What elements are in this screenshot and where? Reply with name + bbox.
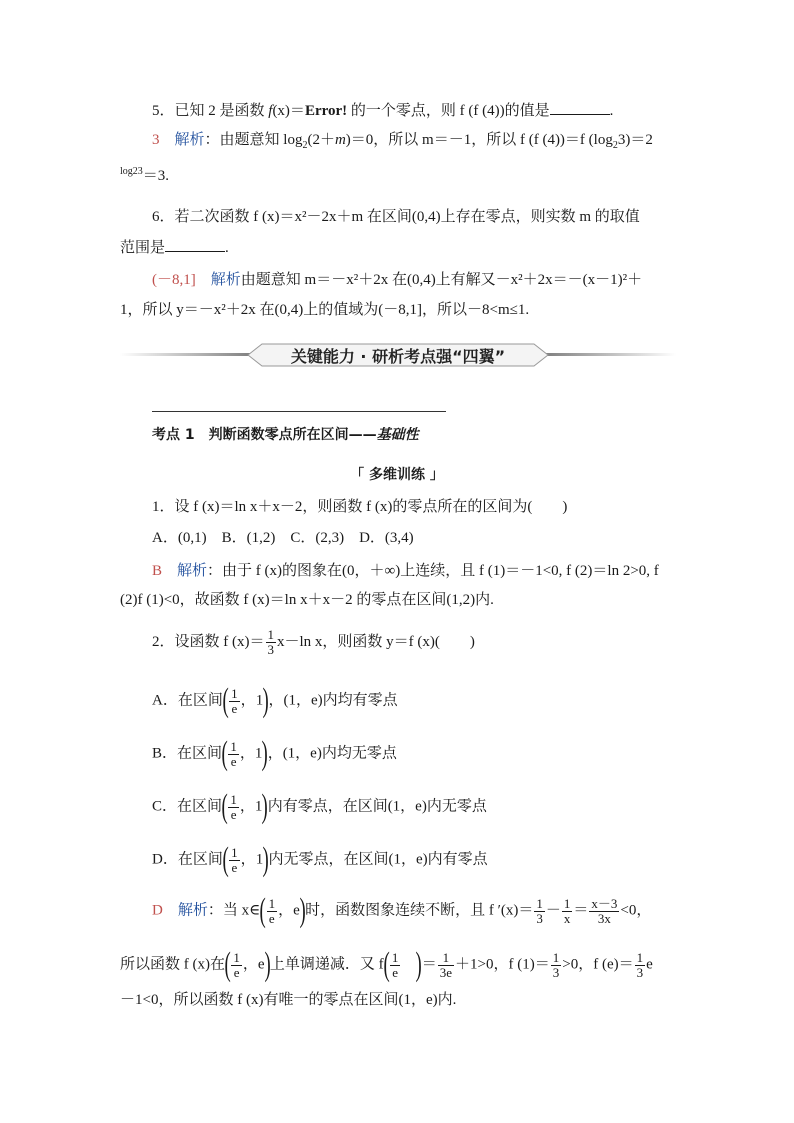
p2-analysis-line2: 所以函数 f (x)在( $\frac{1}{e}$ ，e)上单调递减．又 f( $\frac{1}{e}$ )＝ $\frac{1}{3e}$ ＋1>0，f (1)＝ $\frac{1}{3}$ >0，f (e)＝ $\frac{1}{3}$ e: [120, 946, 653, 983]
p2-option-b: B．在区间( $\frac{1}{e}$ ，1)，(1，e)内均无零点: [152, 735, 397, 772]
q5-analysis: 3 解析：由题意知 $\log_2(2+m)=0$，所以 m＝－1，所以 f (f (4))＝f $(\log_23)=2$: [152, 132, 653, 151]
p1-analysis: B 解析：由于 f (x)的图象在(0，＋∞)上连续，且 f (1)＝－1<0, f (2)＝ln 2>0, f: [152, 563, 659, 579]
analysis-label: 解析: [177, 902, 208, 919]
fraction: $\frac{1}{3}$: [267, 627, 274, 657]
p2-stem: 2．设函数 f (x)＝ $\frac{1}{3}$ x－ln x，则函数 y＝f (x)( ): [152, 627, 475, 657]
section-heading: 考点 1 判断函数零点所在区间——基础性: [152, 427, 419, 443]
q6-stem-cont: 范围是 .: [120, 237, 229, 258]
p1-options: A．(0,1) B．(1,2) C．(2,3) D．(3,4): [152, 530, 414, 546]
q5-stem: 5．已知 2 是函数 f(x)＝Error! 的一个零点，则 f (f (4))的值是 .: [152, 100, 613, 121]
analysis-label: 解析: [210, 272, 241, 288]
answer-value: 3: [152, 132, 160, 148]
answer-blank: [550, 100, 610, 115]
training-label: 「 多维训练 」: [350, 467, 444, 483]
section-rule: [152, 411, 446, 412]
analysis-label: 解析: [177, 563, 208, 579]
p2-analysis: D 解析：当 x∈( $\frac{1}{e}$ ，e)时，函数图象连续不断，且 f ′(x)＝ $\frac{1}{3}$ － $\frac{1}{x}$ ＝ $\frac{x-3}{3x}$ <0，: [152, 892, 652, 929]
p2-option-d: D．在区间( $\frac{1}{e}$ ，1)内无零点，在区间(1，e)内有零点: [152, 841, 488, 878]
p2-option-c: C．在区间( $\frac{1}{e}$ ，1)内有零点，在区间(1，e)内无零点: [152, 788, 487, 825]
answer-value: (－8,1]: [152, 272, 196, 288]
q6-analysis: (－8,1] 解析由题意知 m＝－x²＋2x 在(0,4)上有解又－x²＋2x＝－(x－1)²＋: [152, 272, 643, 288]
q5-analysis-cont: $^{log23}$＝3.: [120, 166, 170, 184]
p1-stem: 1．设 f (x)＝ln x＋x－2，则函数 f (x)的零点所在的区间为( ): [152, 499, 568, 515]
q6-stem: 6．若二次函数 f (x)＝x²－2x＋m 在区间(0,4)上存在零点，则实数 m 的取值: [152, 209, 640, 225]
answer-value: B: [152, 563, 163, 579]
p2-option-a: A．在区间( $\frac{1}{e}$ ，1)，(1，e)内均有零点: [152, 682, 398, 719]
p2-analysis-line3: －1<0，所以函数 f (x)有唯一的零点在区间(1，e)内.: [120, 992, 457, 1008]
section-banner: 关键能力 · 研析考点强“四翼”: [120, 338, 676, 372]
analysis-label: 解析: [174, 132, 205, 148]
answer-value: D: [152, 902, 163, 919]
answer-blank: [165, 237, 225, 252]
p1-analysis-cont: (2)f (1)<0，故函数 f (x)＝ln x＋x－2 的零点在区间(1,2)内.: [120, 592, 494, 608]
q6-analysis-cont: 1，所以 y＝－x²＋2x 在(0,4)上的值域为(－8,1]，所以－8<m≤1.: [120, 302, 530, 318]
